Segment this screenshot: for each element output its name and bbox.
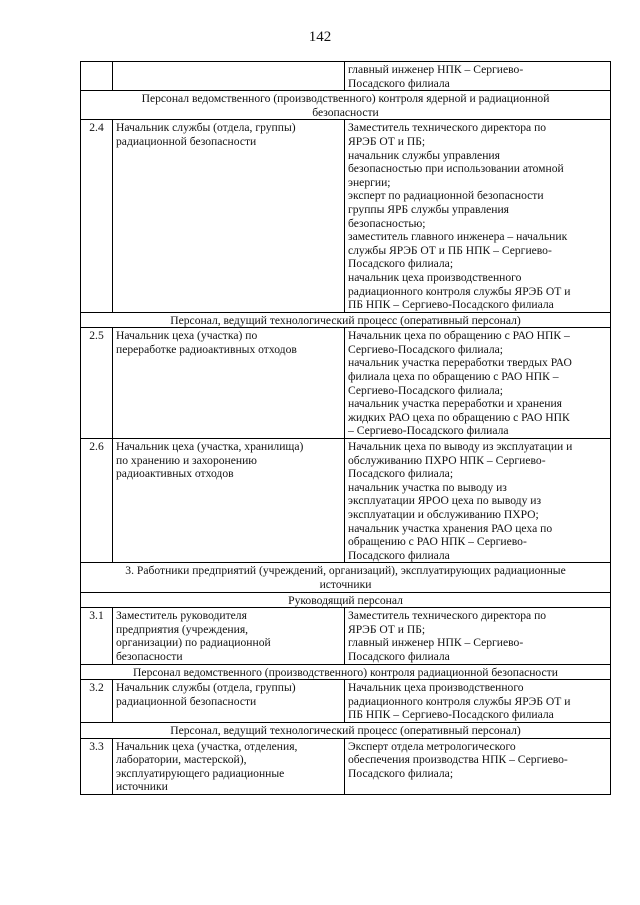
text-line: организации) по радиационной [116, 636, 271, 650]
section-row [81, 312, 611, 328]
text-line: Эксперт отдела метрологического [348, 739, 516, 753]
text-line: Персонал ведомственного (производственного) контроля радиационной безопасности [133, 665, 558, 679]
text-line: обслуживанию ПХРО НПК – Сергиево- [348, 453, 546, 467]
text-line: Персонал, ведущий технологический процесс (оперативный персонал) [170, 723, 521, 737]
cell-position [113, 608, 345, 664]
text-line: главный инженер НПК – Сергиево- [348, 63, 524, 76]
text-line: Персонал, ведущий технологический процесс (оперативный персонал) [170, 313, 521, 327]
cell-position [113, 120, 345, 312]
text-line: эксплуатирующего радиационные [116, 766, 285, 780]
text-line: лаборатории, мастерской), [116, 753, 247, 767]
text-line: безопасности [312, 105, 379, 119]
text-line: переработке радиоактивных отходов [116, 342, 297, 356]
section-heading [81, 563, 611, 592]
cell-position [113, 680, 345, 723]
text-line: 3. Работники предприятий (учреждений, организаций), эксплуатирующих радиационные [125, 564, 566, 578]
text-line: Персонал ведомственного (производственного) контроля ядерной и радиационной [141, 92, 550, 106]
text-line: Посадского филиала [348, 649, 450, 663]
text-line: источники [319, 577, 372, 591]
text-line: радиоактивных отходов [116, 467, 234, 481]
text-line: Начальник цеха (участка) по [116, 329, 258, 343]
text-line: безопасностью; [348, 216, 426, 230]
text-line: начальник участка хранения РАО цеха по [348, 521, 553, 535]
cell-equivalent [345, 120, 611, 312]
text-line: эксплуатации и обслуживанию ПХРО; [348, 508, 539, 521]
cell-equivalent [345, 328, 611, 439]
text-line: Посадского филиала; [348, 766, 454, 780]
text-line: начальник участка переработки твердых РАО [348, 356, 572, 370]
table-row [81, 328, 611, 439]
section-heading [81, 91, 611, 120]
text-line: радиационной безопасности [116, 694, 257, 708]
cell-number: 3.1 [81, 608, 113, 664]
text-line: Посадского филиала; [348, 467, 454, 481]
table-row [81, 608, 611, 664]
table-row [81, 120, 611, 312]
cell-position [113, 738, 345, 794]
text-line: ЯРЭБ ОТ и ПБ; [348, 622, 426, 636]
text-line: Сергиево-Посадского филиала; [348, 383, 504, 397]
text-line: Начальник цеха производственного [348, 681, 524, 695]
text-line: ПБ НПК – Сергиево-Посадского филиала [348, 708, 554, 722]
text-line: эксперт по радиационной безопасности [348, 189, 544, 203]
cell-equivalent [345, 680, 611, 723]
text-line: радиационного контроля службы ЯРЭБ ОТ и [348, 694, 571, 708]
cell-position [113, 62, 345, 91]
text-line: – Сергиево-Посадского филиала [348, 424, 509, 438]
cell-number: 3.2 [81, 680, 113, 723]
table-row [81, 439, 611, 563]
text-line: Посадского филиала; [348, 257, 454, 271]
page-number: 142 [308, 29, 332, 45]
text-line: безопасностью при использовании атомной [348, 162, 564, 176]
positions-table [80, 61, 611, 795]
section-heading [81, 722, 611, 738]
text-line: Заместитель технического директора по [348, 609, 547, 623]
section-row [81, 722, 611, 738]
text-line: предприятия (учреждения, [116, 622, 249, 636]
text-line: по хранению и захоронению [116, 453, 257, 467]
text-line: эксплуатации ЯРОО цеха по выводу из [348, 494, 542, 508]
text-line: жидких РАО цеха по обращению с РАО НПК [348, 410, 570, 424]
section-row [81, 563, 611, 592]
section-row [81, 592, 611, 608]
text-line: Начальник цеха (участка, отделения, [116, 739, 298, 753]
text-line: начальник участка по выводу из [348, 480, 507, 494]
cell-equivalent [345, 738, 611, 794]
text-line: Заместитель руководителя [116, 609, 247, 623]
text-line: службы ЯРЭБ ОТ и ПБ НПК – Сергиево- [348, 243, 552, 257]
text-line: радиационной безопасности [116, 134, 257, 148]
text-line: начальник службы управления [348, 148, 500, 162]
text-line: обращению с РАО НПК – Сергиево- [348, 535, 527, 549]
text-line: Начальник службы (отдела, группы) [116, 121, 296, 135]
text-line: главный инженер НПК – Сергиево- [348, 636, 524, 650]
cell-number: 2.5 [81, 328, 113, 439]
cell-number: 2.4 [81, 120, 113, 312]
cell-number [81, 62, 113, 91]
text-line: Начальник цеха по обращению с РАО НПК – [348, 329, 570, 343]
cell-equivalent [345, 608, 611, 664]
text-line: ЯРЭБ ОТ и ПБ; [348, 134, 426, 148]
text-line: Посадского филиала [348, 76, 450, 90]
text-line: Посадского филиала [348, 548, 450, 562]
text-line: Сергиево-Посадского филиала; [348, 342, 504, 356]
section-heading [81, 312, 611, 328]
text-line: начальник участка переработки и хранения [348, 397, 562, 411]
text-line: начальник цеха производственного [348, 270, 522, 284]
text-line: безопасности [116, 649, 183, 663]
text-line: Руководящий персонал [288, 593, 403, 607]
table-row [81, 738, 611, 794]
text-line: энергии; [348, 175, 391, 189]
text-line: Начальник цеха (участка, хранилища) [116, 440, 304, 454]
section-row [81, 664, 611, 680]
text-line: ПБ НПК – Сергиево-Посадского филиала [348, 298, 554, 312]
cell-equivalent [345, 62, 611, 91]
cell-position [113, 328, 345, 439]
table-row [81, 680, 611, 723]
text-line: заместитель главного инженера – начальник [348, 230, 568, 244]
text-line: Начальник цеха по выводу из эксплуатации и [348, 440, 573, 454]
cell-number: 2.6 [81, 439, 113, 563]
cell-equivalent [345, 439, 611, 563]
section-row [81, 91, 611, 120]
text-line: Начальник службы (отдела, группы) [116, 681, 296, 695]
cell-number: 3.3 [81, 738, 113, 794]
cell-position [113, 439, 345, 563]
text-line: Заместитель технического директора по [348, 121, 547, 135]
table-row [81, 62, 611, 91]
text-line: радиационного контроля службы ЯРЭБ ОТ и [348, 284, 571, 298]
text-line: группы ЯРБ службы управления [348, 202, 509, 216]
text-line: обеспечения производства НПК – Сергиево- [348, 753, 568, 767]
text-line: филиала цеха по обращению с РАО НПК – [348, 370, 559, 384]
text-line: источники [116, 780, 168, 794]
section-heading [81, 592, 611, 608]
section-heading [81, 664, 611, 680]
